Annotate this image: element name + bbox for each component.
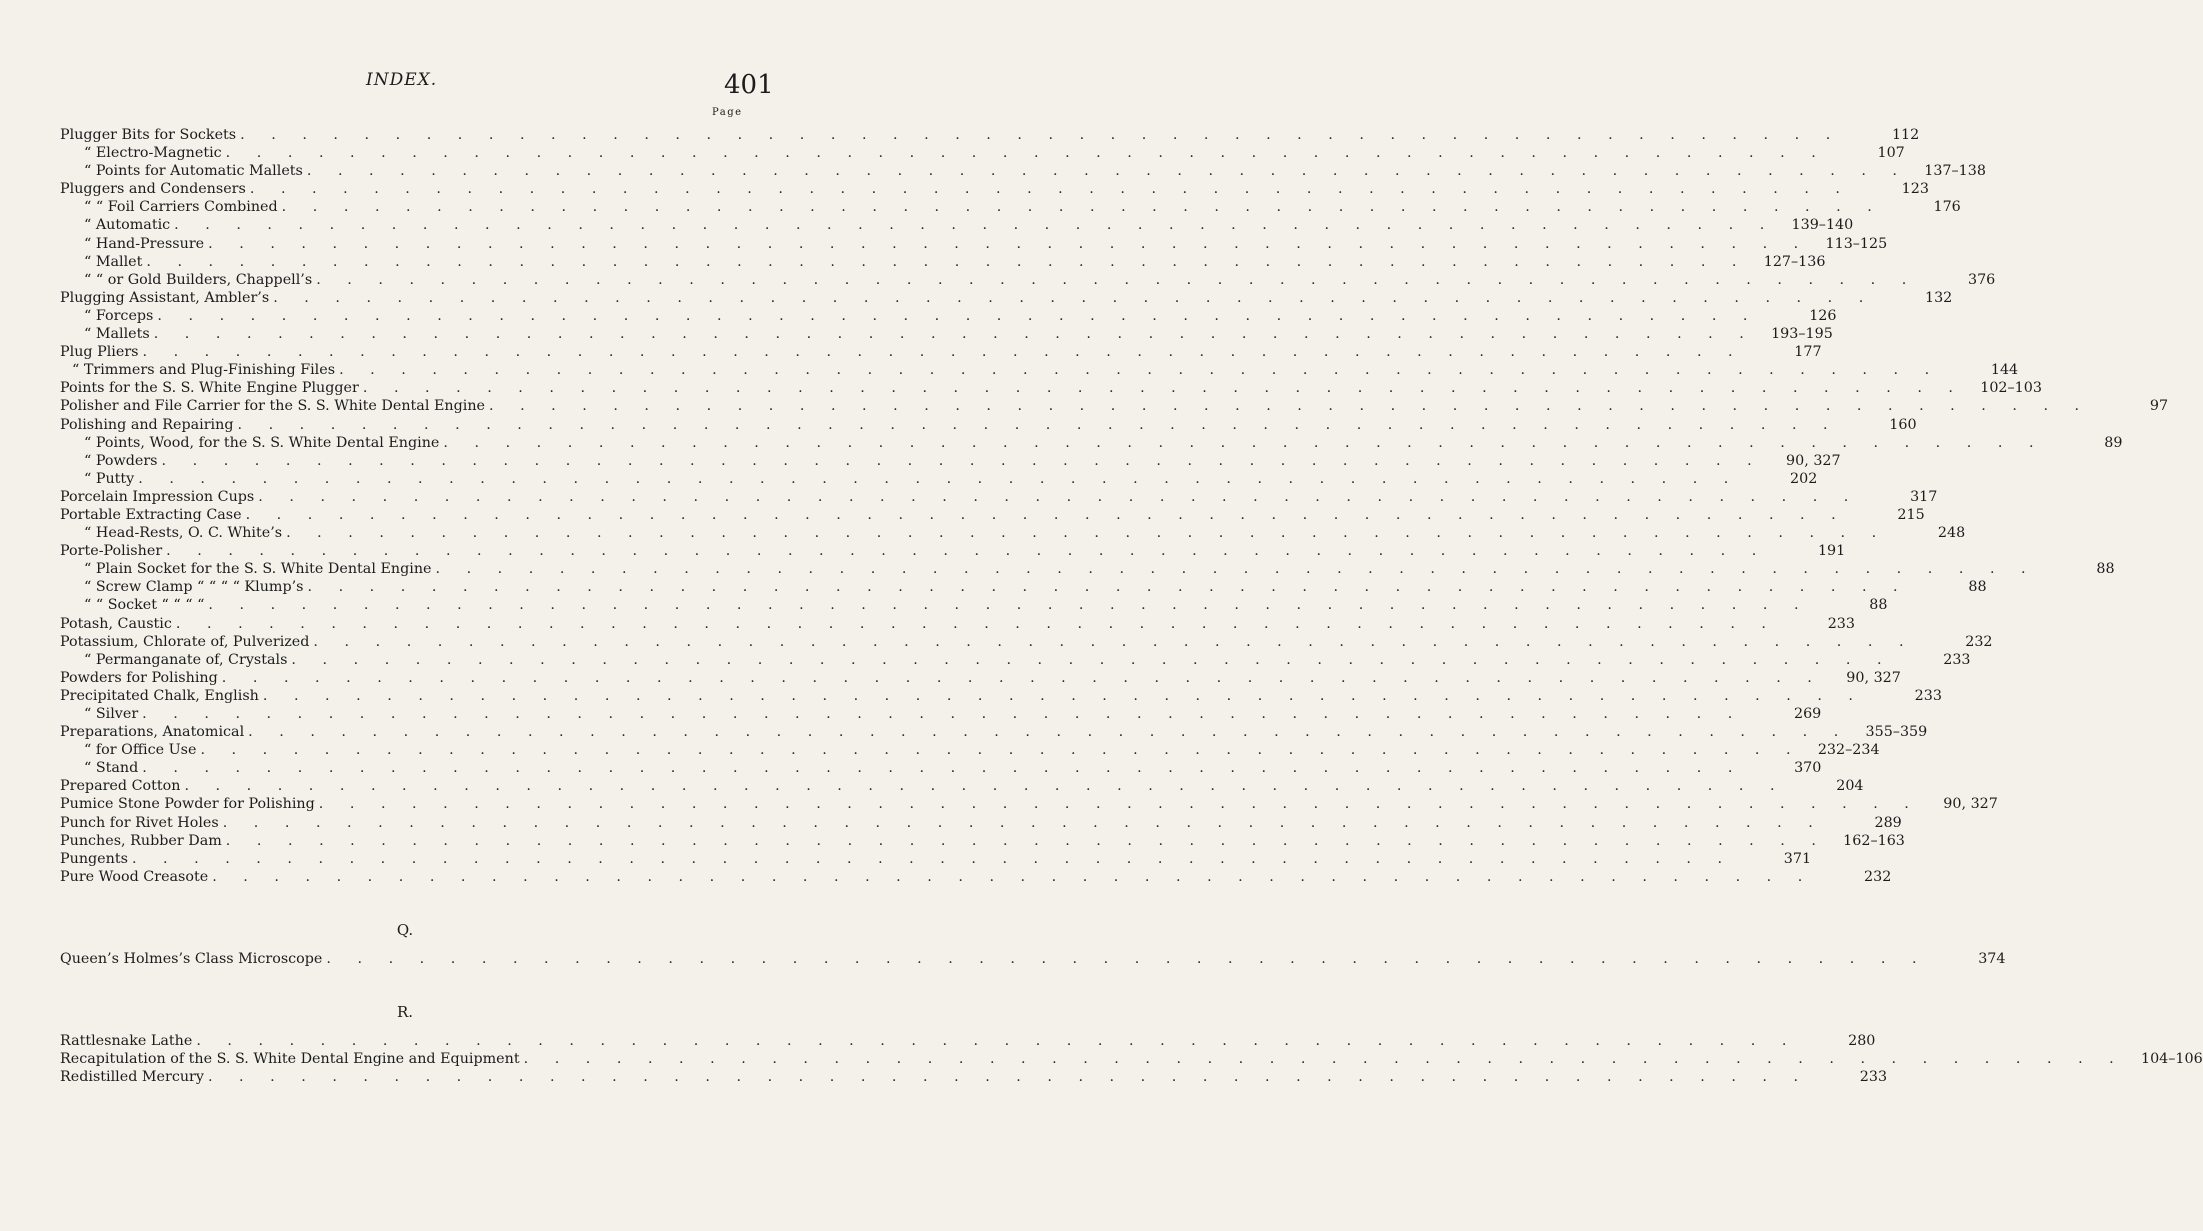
entry-page: 193–195 — [1771, 326, 1833, 343]
entry-page: 232 — [1864, 868, 1892, 885]
index-entry — [60, 289, 1953, 307]
entry-label: Pumice Stone Powder for Polishing — [60, 796, 315, 813]
index-entry — [60, 1068, 1888, 1086]
index-entry — [60, 307, 1837, 325]
index-entry — [60, 950, 2006, 968]
index-entry — [60, 325, 1833, 343]
index-entry — [60, 361, 2019, 379]
section-letter-r: R. — [396, 1003, 414, 1022]
leader-dots: . . . . . . . . . . . . . . . . . . . . . . . . . . . . . . . . . . . . . . . . . . . . . . . . . . . . — [225, 832, 1827, 849]
leader-dots: . . . . . . . . . . . . . . . . . . . . . . . . . . . . . . . . . . . . . . . . . . . . . . . . . . . . — [142, 706, 1744, 722]
entry-label: Pure Wood Creasote — [60, 868, 209, 885]
index-entry — [60, 868, 1892, 886]
entry-label: Porte-Polisher — [60, 543, 163, 560]
entry-page: 233 — [1914, 687, 1942, 704]
index-entry — [60, 633, 1993, 651]
index-entry — [60, 1050, 2203, 1068]
section-r-list — [60, 1032, 2203, 1086]
entry-label: Rattlesnake Lathe — [60, 1033, 193, 1050]
entry-label: Pungents — [60, 850, 128, 867]
entry-label: Potash, Caustic — [60, 615, 172, 632]
leader-dots: . . . . . . . . . . . . . . . . . . . . . . . . . . . . . . . . . . . . . . . . . . . . . . . . . . . . — [221, 669, 1823, 686]
leader-dots: . . . . . . . . . . . . . . . . . . . . . . . . . . . . . . . . . . . . . . . . . . . . . . . . . . . . — [208, 597, 1810, 614]
index-entry — [60, 235, 1888, 253]
leader-dots: . . . . . . . . . . . . . . . . . . . . . . . . . . . . . . . . . . . . . . . . . . . . . . . . . . . . — [339, 362, 1941, 379]
leader-dots: . . . . . . . . . . . . . . . . . . . . . . . . . . . . . . . . . . . . . . . . . . . . . . . . . . . . — [240, 127, 1842, 143]
entry-page: 113–125 — [1825, 235, 1888, 252]
entry-page: 202 — [1790, 470, 1818, 487]
page-header — [0, 64, 800, 104]
entry-page: 107 — [1877, 145, 1905, 162]
entry-label: Portable Extracting Case — [60, 506, 242, 523]
leader-dots: . . . . . . . . . . . . . . . . . . . . . . . . . . . . . . . . . . . . . . . . . . . . . . . . . . . . — [248, 724, 1850, 741]
leader-dots: . . . . . . . . . . . . . . . . . . . . . . . . . . . . . . . . . . . . . . . . . . . . . . . . . . . . — [175, 615, 1777, 632]
entry-page: 233 — [1859, 1069, 1888, 1086]
entry-page: 126 — [1809, 307, 1837, 324]
entry-label: Redistilled Mercury — [60, 1069, 204, 1086]
entry-label: Preparations, Anatomical — [60, 724, 245, 741]
leader-dots: . . . . . . . . . . . . . . . . . . . . . . . . . . . . . . . . . . . . . . . . . . . . . . . . . . . . — [291, 651, 1893, 668]
entry-page: 88 — [1869, 597, 1888, 614]
entry-label: Potassium, Chlorate of, Pulverized — [60, 633, 310, 650]
index-entry — [60, 343, 1822, 361]
index-entry — [60, 542, 1846, 560]
entry-page: 89 — [2104, 434, 2123, 451]
entry-label: Punch for Rivet Holes — [60, 814, 219, 831]
leader-dots: . . . . . . . . . . . . . . . . . . . . . . . . . . . . . . . . . . . . . . . . . . . . . . . . . . . . — [207, 1069, 1810, 1086]
index-entry — [60, 560, 2115, 578]
entry-label: Polisher and File Carrier for the S. S. White Dental Engine — [60, 398, 485, 415]
index-entry — [60, 578, 1987, 596]
entry-page: 232 — [1965, 633, 1993, 650]
leader-dots: . . . . . . . . . . . . . . . . . . . . . . . . . . . . . . . . . . . . . . . . . . . . . . . . . . . . — [362, 380, 1964, 397]
leader-dots: . . . . . . . . . . . . . . . . . . . . . . . . . . . . . . . . . . . . . . . . . . . . . . . . . . . . — [443, 434, 2045, 451]
entry-page: 248 — [1937, 525, 1966, 542]
entry-label: “ Permanganate of, Crystals — [84, 651, 288, 668]
leader-dots: . . . . . . . . . . . . . . . . . . . . . . . . . . . . . . . . . . . . . . . . . . . . . . . . . . . . — [146, 253, 1748, 270]
entry-page: 102–103 — [1980, 380, 2042, 397]
entry-page: 355–359 — [1865, 724, 1928, 741]
index-entry — [60, 452, 1841, 470]
leader-dots: . . . . . . . . . . . . . . . . . . . . . . . . . . . . . . . . . . . . . . . . . . . . . . . . . . . . — [307, 579, 1909, 596]
leader-dots: . . . . . . . . . . . . . . . . . . . . . . . . . . . . . . . . . . . . . . . . . . . . . . . . . . . . — [184, 778, 1786, 795]
index-entry — [60, 669, 1901, 687]
section-letter-q: Q. — [396, 920, 414, 939]
entry-page: 162–163 — [1843, 832, 1905, 849]
leader-dots: . . . . . . . . . . . . . . . . . . . . . . . . . . . . . . . . . . . . . . . . . . . . . . . . . . . . — [161, 452, 1763, 469]
entry-page: 317 — [1910, 488, 1938, 505]
leader-dots: . . . . . . . . . . . . . . . . . . . . . . . . . . . . . . . . . . . . . . . . . . . . . . . . . . . . — [174, 217, 1776, 234]
leader-dots: . . . . . . . . . . . . . . . . . . . . . . . . . . . . . . . . . . . . . . . . . . . . . . . . . . . . — [249, 181, 1851, 198]
entry-page: 112 — [1891, 127, 1920, 143]
leader-dots: . . . . . . . . . . . . . . . . . . . . . . . . . . . . . . . . . . . . . . . . . . . . . . . . . . . . — [326, 950, 1928, 967]
index-entry — [60, 506, 1925, 524]
leader-dots: . . . . . . . . . . . . . . . . . . . . . . . . . . . . . . . . . . . . . . . . . . . . . . . . . . . . — [200, 742, 1802, 759]
entry-label: Pluggers and Condensers — [60, 181, 246, 198]
entry-page: 204 — [1836, 778, 1864, 795]
entry-page: 374 — [1978, 950, 2006, 967]
leader-dots: . . . . . . . . . . . . . . . . . . . . . . . . . . . . . . . . . . . . . . . . . . . . . . . . . . . . — [142, 760, 1744, 777]
leader-dots: . . . . . . . . . . . . . . . . . . . . . . . . . . . . . . . . . . . . . . . . . . . . . . . . . . . . — [225, 145, 1827, 162]
leader-dots: . . . . . . . . . . . . . . . . . . . . . . . . . . . . . . . . . . . . . . . . . . . . . . . . . . . . — [313, 633, 1915, 650]
entry-page: 233 — [1943, 651, 1971, 668]
entry-page: 232–234 — [1817, 742, 1880, 759]
entry-label: Precipitated Chalk, English — [60, 687, 259, 704]
index-entry — [60, 470, 1818, 488]
entry-label: “ Silver — [84, 706, 139, 722]
entry-page: 176 — [1933, 199, 1961, 216]
index-entry — [60, 795, 1998, 813]
entry-label: “ Points, Wood, for the S. S. White Dental Engine — [84, 434, 440, 451]
index-entry — [60, 832, 1905, 850]
entry-page: 371 — [1783, 850, 1812, 867]
index-entry — [60, 198, 1961, 216]
entry-label: Queen’s Holmes’s Class Microscope — [60, 950, 323, 967]
entry-label: “ Powders — [84, 452, 158, 469]
entry-page: 215 — [1897, 506, 1925, 523]
entry-page: 123 — [1901, 181, 1929, 198]
entry-label: Plugging Assistant, Ambler’s — [60, 289, 270, 306]
entry-page: 289 — [1874, 814, 1902, 831]
entry-page: 127–136 — [1763, 253, 1826, 270]
entry-page: 144 — [1990, 362, 2019, 379]
entry-page: 88 — [2096, 561, 2115, 578]
index-entries — [60, 126, 2203, 1086]
index-entry — [60, 524, 1966, 542]
index-entry — [60, 741, 1880, 759]
entry-label: “ for Office Use — [84, 742, 197, 759]
entry-page: 90, 327 — [1943, 796, 1998, 813]
leader-dots: . . . . . . . . . . . . . . . . . . . . . . . . . . . . . . . . . . . . . . . . . . . . . . . . . . . . — [222, 814, 1824, 831]
entry-label: “ Mallets — [84, 326, 150, 343]
entry-label: “ Forceps — [84, 307, 154, 324]
entry-label: “ “ Foil Carriers Combined — [84, 199, 278, 216]
index-entry — [60, 777, 1864, 795]
entry-page: 132 — [1924, 289, 1953, 306]
leader-dots: . . . . . . . . . . . . . . . . . . . . . . . . . . . . . . . . . . . . . . . . . . . . . . . . . . . . — [245, 506, 1847, 523]
entry-label: “ Points for Automatic Mallets — [84, 163, 303, 180]
index-entry — [60, 596, 1888, 614]
entry-page: 177 — [1794, 344, 1822, 361]
entry-page: 269 — [1793, 706, 1822, 722]
entry-page: 90, 327 — [1846, 669, 1901, 686]
entry-label: Polishing and Repairing — [60, 416, 234, 433]
page-column-label: Page — [712, 107, 743, 118]
leader-dots: . . . . . . . . . . . . . . . . . . . . . . . . . . . . . . . . . . . . . . . . . . . . . . . . . . . . — [153, 326, 1755, 343]
leader-dots: . . . . . . . . . . . . . . . . . . . . . . . . . . . . . . . . . . . . . . . . . . . . . . . . . . . . — [212, 868, 1814, 885]
index-entry — [60, 397, 2169, 415]
index-entry — [60, 705, 1822, 723]
running-head: INDEX. — [366, 70, 438, 90]
index-entry — [60, 162, 1986, 180]
index-entry — [60, 759, 1822, 777]
leader-dots: . . . . . . . . . . . . . . . . . . . . . . . . . . . . . . . . . . . . . . . . . . . . . . . . . . . . — [316, 271, 1918, 288]
entry-label: Points for the S. S. White Engine Plugger — [60, 380, 359, 397]
entry-page: 191 — [1817, 543, 1846, 560]
index-entry — [60, 651, 1971, 669]
leader-dots: . . . . . . . . . . . . . . . . . . . . . . . . . . . . . . . . . . . . . . . . . . . . . . . . . . . . — [196, 1033, 1798, 1050]
index-entry — [60, 814, 1902, 832]
entry-label: “ Mallet — [84, 253, 143, 270]
entry-label: “ Automatic — [84, 217, 171, 234]
entry-page: 104–106 — [2140, 1051, 2203, 1068]
leader-dots: . . . . . . . . . . . . . . . . . . . . . . . . . . . . . . . . . . . . . . . . . . . . . . . . . . . . — [157, 307, 1759, 324]
index-entry — [60, 723, 1928, 741]
leader-dots: . . . . . . . . . . . . . . . . . . . . . . . . . . . . . . . . . . . . . . . . . . . . . . . . . . . . — [138, 470, 1740, 487]
entry-label: “ Plain Socket for the S. S. White Dental Engine — [84, 561, 432, 578]
entry-label: “ Screw Clamp “ “ “ “ Klump’s — [84, 579, 304, 596]
leader-dots: . . . . . . . . . . . . . . . . . . . . . . . . . . . . . . . . . . . . . . . . . . . . . . . . . . . . — [286, 525, 1888, 542]
index-entry — [60, 379, 2042, 397]
leader-dots: . . . . . . . . . . . . . . . . . . . . . . . . . . . . . . . . . . . . . . . . . . . . . . . . . . . . — [318, 796, 1920, 813]
entry-label: “ Putty — [84, 470, 135, 487]
entry-page: 90, 327 — [1786, 452, 1841, 469]
index-entry — [60, 271, 1996, 289]
leader-dots: . . . . . . . . . . . . . . . . . . . . . . . . . . . . . . . . . . . . . . . . . . . . . . . . . . . . — [306, 163, 1908, 180]
leader-dots: . . . . . . . . . . . . . . . . . . . . . . . . . . . . . . . . . . . . . . . . . . . . . . . . . . . . — [258, 488, 1860, 505]
index-entry — [60, 434, 2123, 452]
index-entry — [60, 216, 1854, 234]
entry-page: 233 — [1827, 615, 1855, 632]
entry-label: Punches, Rubber Dam — [60, 832, 222, 849]
entry-page: 160 — [1889, 416, 1917, 433]
entry-label: “ Head-Rests, O. C. White’s — [84, 525, 283, 542]
entry-label: Plug Pliers — [60, 344, 139, 361]
entry-page: 137–138 — [1924, 163, 1986, 180]
entry-label: Recapitulation of the S. S. White Dental Engine and Equipment — [60, 1051, 520, 1068]
entry-label: “ Electro-Magnetic — [84, 145, 222, 162]
entry-label: “ Hand-Pressure — [84, 235, 205, 252]
leader-dots: . . . . . . . . . . . . . . . . . . . . . . . . . . . . . . . . . . . . . . . . . . . . . . . . . . . . — [131, 850, 1734, 867]
leader-dots: . . . . . . . . . . . . . . . . . . . . . . . . . . . . . . . . . . . . . . . . . . . . . . . . . . . . — [262, 687, 1864, 704]
entry-label: “ “ Socket “ “ “ “ — [84, 597, 205, 614]
leader-dots: . . . . . . . . . . . . . . . . . . . . . . . . . . . . . . . . . . . . . . . . . . . . . . . . . . . . — [435, 561, 2037, 578]
index-entry — [60, 253, 1826, 271]
entry-label: “ “ or Gold Builders, Chappell’s — [84, 271, 313, 288]
index-entry — [60, 850, 1812, 868]
leader-dots: . . . . . . . . . . . . . . . . . . . . . . . . . . . . . . . . . . . . . . . . . . . . . . . . . . . . — [488, 398, 2091, 415]
entry-page: 97 — [2149, 398, 2169, 415]
section-p-list — [60, 126, 2169, 886]
entry-label: Powders for Polishing — [60, 669, 218, 686]
leader-dots: . . . . . . . . . . . . . . . . . . . . . . . . . . . . . . . . . . . . . . . . . . . . . . . . . . . . — [208, 235, 1810, 252]
leader-dots: . . . . . . . . . . . . . . . . . . . . . . . . . . . . . . . . . . . . . . . . . . . . . . . . . . . . — [166, 543, 1768, 560]
index-entry — [60, 615, 1855, 633]
entry-label: Porcelain Impression Cups — [60, 488, 255, 505]
entry-label: “ Stand — [84, 760, 139, 777]
entry-label: Plugger Bits for Sockets — [60, 127, 237, 143]
entry-page: 280 — [1848, 1033, 1876, 1050]
entry-label: “ Trimmers and Plug-Finishing Files — [72, 362, 336, 379]
index-entry — [60, 488, 1938, 506]
entry-label: Prepared Cotton — [60, 778, 181, 795]
index-entry — [60, 416, 1917, 434]
leader-dots: . . . . . . . . . . . . . . . . . . . . . . . . . . . . . . . . . . . . . . . . . . . . . . . . . . . . — [281, 199, 1883, 216]
index-entry — [60, 180, 1929, 198]
entry-page: 376 — [1967, 271, 1996, 288]
page-number: 401 — [724, 70, 774, 100]
leader-dots: . . . . . . . . . . . . . . . . . . . . . . . . . . . . . . . . . . . . . . . . . . . . . . . . . . . . — [273, 289, 1875, 306]
leader-dots: . . . . . . . . . . . . . . . . . . . . . . . . . . . . . . . . . . . . . . . . . . . . . . . . . . . . — [142, 344, 1744, 361]
entry-page: 88 — [1968, 579, 1987, 596]
entry-page: 370 — [1794, 760, 1822, 777]
section-q-list — [60, 950, 2006, 968]
index-entry — [60, 126, 1920, 144]
index-entry — [60, 144, 1905, 162]
index-entry — [60, 1032, 1876, 1050]
leader-dots: . . . . . . . . . . . . . . . . . . . . . . . . . . . . . . . . . . . . . . . . . . . . . . . . . . . . — [523, 1051, 2125, 1068]
entry-page: 139–140 — [1791, 217, 1854, 234]
leader-dots: . . . . . . . . . . . . . . . . . . . . . . . . . . . . . . . . . . . . . . . . . . . . . . . . . . . . — [237, 416, 1839, 433]
index-entry — [60, 687, 1942, 705]
